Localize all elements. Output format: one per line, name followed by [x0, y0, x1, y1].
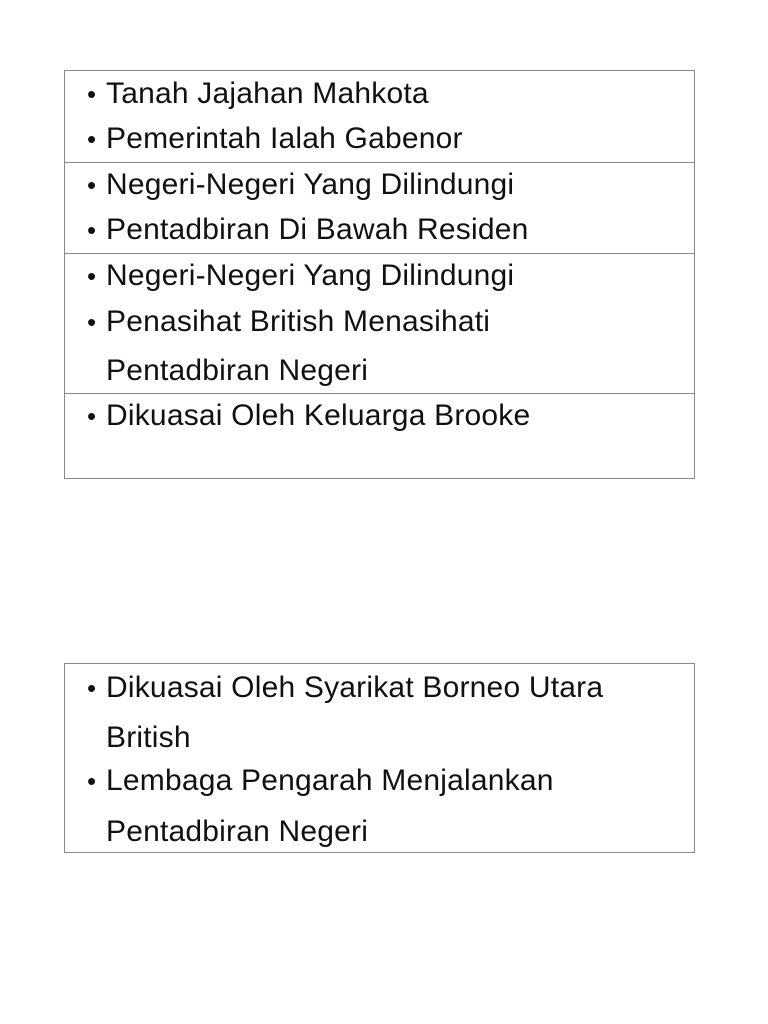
item-text: Pemerintah Ialah Gabenor [106, 122, 463, 155]
row-syarikat-borneo-utara [65, 664, 694, 852]
item-text: Lembaga Pengarah Menjalankan [106, 764, 554, 797]
item-text: Pentadbiran Negeri [106, 815, 369, 848]
list-item [87, 304, 490, 340]
list-item [87, 76, 429, 112]
bullet: • [87, 170, 97, 200]
item-text: Pentadbiran Negeri [106, 354, 369, 387]
item-text: Tanah Jajahan Mahkota [106, 77, 429, 110]
list-item [87, 763, 554, 799]
list-item [87, 167, 514, 203]
row-negeri-dilindungi-residen [65, 162, 694, 254]
list-item [87, 121, 463, 157]
bullet: • [87, 215, 97, 245]
item-text: Pentadbiran Di Bawah Residen [106, 213, 529, 246]
bullet: • [87, 673, 97, 703]
list-item [87, 398, 530, 434]
bullet: • [87, 766, 97, 796]
item-text: Dikuasai Oleh Syarikat Borneo Utara [106, 671, 604, 704]
item-text: Negeri-Negeri Yang Dilindungi [106, 168, 515, 201]
row-tanah-jajahan-mahkota [65, 71, 694, 162]
list-item [87, 670, 603, 706]
bullet: • [87, 261, 97, 291]
item-text: Penasihat British Menasihati [106, 305, 491, 338]
bullet: • [87, 401, 97, 431]
bullet: • [87, 124, 97, 154]
row-keluarga-brooke [65, 393, 694, 480]
list-item [87, 212, 529, 248]
list-item-continuation [106, 814, 368, 850]
bullet: • [87, 79, 97, 109]
bullet: • [87, 307, 97, 337]
top-info-box [64, 70, 695, 479]
row-negeri-dilindungi-penasihat [65, 253, 694, 394]
list-item-continuation [106, 353, 368, 389]
item-text: Negeri-Negeri Yang Dilindungi [106, 259, 515, 292]
list-item [87, 258, 514, 294]
list-item-continuation [106, 720, 191, 756]
item-text: British [106, 721, 191, 754]
bottom-info-box [64, 663, 695, 853]
item-text: Dikuasai Oleh Keluarga Brooke [106, 399, 531, 432]
